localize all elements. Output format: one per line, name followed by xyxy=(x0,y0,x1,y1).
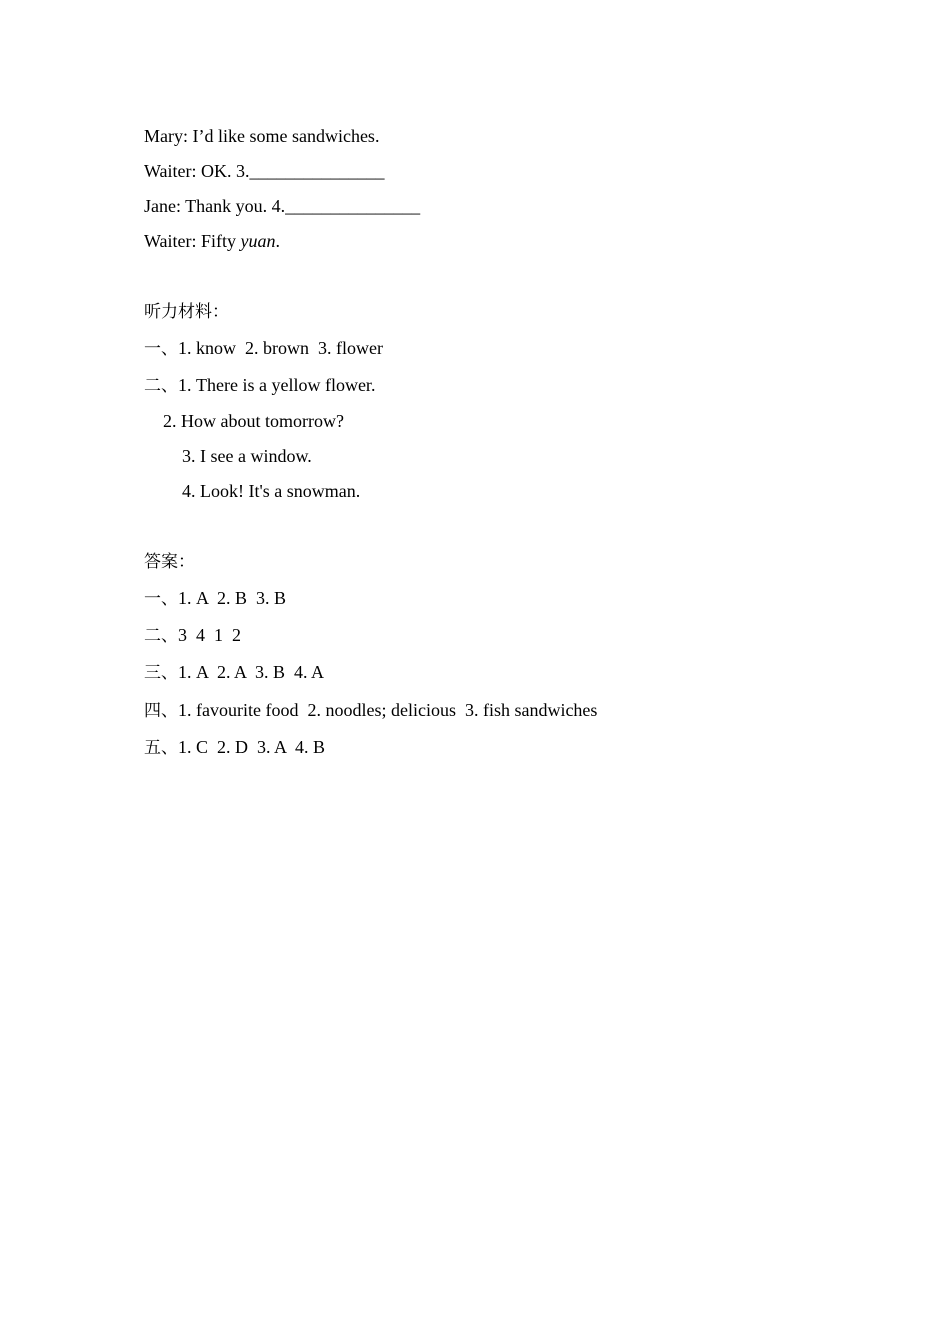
answer-row-text: 1. A 2. A 3. B 4. A xyxy=(178,662,325,682)
dialogue-line-waiter-2-suffix: . xyxy=(275,231,281,251)
dialogue-line-mary: Mary: I’d like some sandwiches. xyxy=(144,126,380,146)
listening-part-1-number: 一、 xyxy=(144,339,178,359)
listening-part-1 xyxy=(144,337,383,360)
answer-row-text: 1. favourite food 2. noodles; delicious 3. fish sandwiches xyxy=(178,700,598,720)
answer-row xyxy=(144,661,324,684)
dialogue-line-waiter-1: Waiter: OK. 3._______________ xyxy=(144,161,385,181)
answer-row-text: 3 4 1 2 xyxy=(178,625,241,645)
listening-part-2 xyxy=(144,374,375,397)
listening-part-2-item-3: 3. I see a window. xyxy=(182,446,312,466)
answer-row xyxy=(144,736,325,759)
listening-part-1-text: 1. know 2. brown 3. flower xyxy=(178,338,383,358)
dialogue-line-waiter-2-prefix: Waiter: Fifty xyxy=(144,231,241,251)
answer-row-number: 四、 xyxy=(144,701,178,721)
listening-part-2-item-4: 4. Look! It's a snowman. xyxy=(182,481,361,501)
answer-row-number: 一、 xyxy=(144,589,178,609)
dialogue-line-waiter-2 xyxy=(144,230,280,252)
answer-row xyxy=(144,699,597,722)
answer-row-text: 1. A 2. B 3. B xyxy=(178,588,287,608)
listening-part-2-item-1: 1. There is a yellow flower. xyxy=(178,375,376,395)
listening-heading: 听力材料： xyxy=(144,302,229,322)
answer-row-number: 三、 xyxy=(144,663,178,683)
listening-part-2-item-2: 2. How about tomorrow? xyxy=(163,411,344,431)
answer-row xyxy=(144,587,286,610)
answers-heading: 答案： xyxy=(144,552,195,572)
answer-row-text: 1. C 2. D 3. A 4. B xyxy=(178,737,326,757)
dialogue-line-jane: Jane: Thank you. 4._______________ xyxy=(144,196,421,216)
listening-part-2-number: 二、 xyxy=(144,376,178,396)
answer-row-number: 二、 xyxy=(144,626,178,646)
dialogue-line-waiter-2-italic: yuan xyxy=(240,231,276,251)
answer-row-number: 五、 xyxy=(144,738,178,758)
answer-row xyxy=(144,624,241,647)
